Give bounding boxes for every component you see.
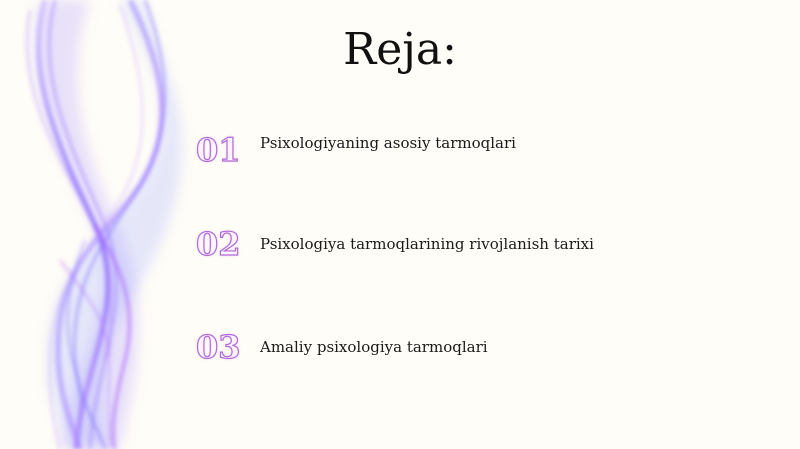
agenda-item <box>196 224 756 268</box>
slide-title: Reja: <box>343 24 457 75</box>
purple-smoke-wave-image <box>0 0 220 449</box>
agenda-item-text: Psixologiya tarmoqlarining rivojlanish tarixi <box>260 235 594 253</box>
agenda-item <box>196 130 756 174</box>
agenda-item-number: 01 <box>196 131 241 169</box>
agenda-item-text: Psixologiyaning asosiy tarmoqlari <box>260 134 516 152</box>
agenda-item-number: 02 <box>196 225 241 263</box>
agenda-item-text: Amaliy psixologiya tarmoqlari <box>260 338 488 356</box>
agenda-item-number: 03 <box>196 328 241 366</box>
agenda-item <box>196 327 756 371</box>
